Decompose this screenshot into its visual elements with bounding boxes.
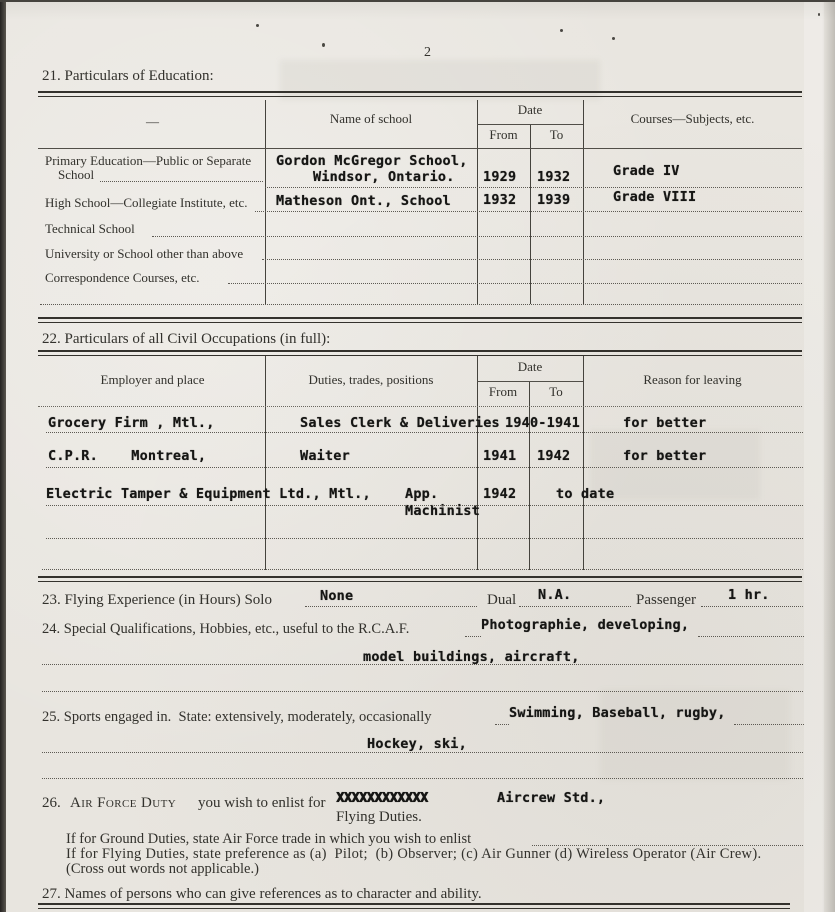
dotted-line <box>46 538 803 539</box>
q24-answer-line2: model buildings, aircraft, <box>363 649 580 665</box>
dotted-line <box>46 505 803 506</box>
dotted-line <box>265 187 802 188</box>
dotted-line <box>42 569 803 570</box>
edu-entry-courses: Grade VIII <box>613 189 697 205</box>
edu-entry-to: 1939 <box>537 192 571 208</box>
bleedthrough-smudge <box>600 690 790 780</box>
edu-entry-from: 1929 <box>483 169 517 185</box>
bottom-rule <box>38 903 790 909</box>
occ-header-reason: Reason for leaving <box>643 372 742 387</box>
occ-header-from: From <box>488 384 518 399</box>
scan-edge-top <box>0 0 835 2</box>
dotted-line <box>465 636 481 637</box>
dotted-line <box>519 606 631 607</box>
edu-header-from: From <box>489 127 518 142</box>
section-23-label: 23. Flying Experience (in Hours) Solo <box>42 592 272 608</box>
edu-row-label: Correspondence Courses, etc. <box>45 270 200 285</box>
q26-struck-out-text: XXXXXXXXXXXX <box>336 790 428 806</box>
scan-edge-left <box>0 0 6 912</box>
edu-header-underline <box>38 148 802 149</box>
edu-row-label: School <box>58 167 95 182</box>
occ-entry-duties: Machinist <box>405 503 480 519</box>
section-26-duty-label: Air Force Duty <box>70 795 177 811</box>
dotted-line <box>42 691 803 692</box>
section-27-title: 27. Names of persons who can give references as to character and ability. <box>42 886 482 902</box>
occ-entry-duties: Sales Clerk & Deliveries <box>300 415 500 431</box>
edu-header-courses: Courses—Subjects, etc. <box>630 111 755 126</box>
edu-entry-school: Gordon McGregor School, <box>276 153 468 169</box>
occ-entry-from: 1941 <box>483 448 517 464</box>
edu-from-to-divider <box>530 125 531 304</box>
occ-from-to-divider <box>529 381 530 570</box>
occ-date-underline <box>477 381 583 382</box>
occ-header-date: Date <box>517 359 543 374</box>
dotted-line <box>305 606 477 607</box>
q26-ground-duties-line: If for Ground Duties, state Air Force trade in which you wish to enlist <box>66 831 472 847</box>
scan-edge-right <box>822 0 835 912</box>
paper-right-margin <box>804 0 824 912</box>
occ-entry-to: 1942 <box>537 448 571 464</box>
edu-entry-from: 1932 <box>483 192 517 208</box>
page-number: 2 <box>424 45 431 60</box>
edu-entry-school: Windsor, Ontario. <box>313 169 455 185</box>
q23-passenger-answer: 1 hr. <box>728 587 770 603</box>
dotted-line <box>46 432 803 433</box>
q25-answer-line2: Hockey, ski, <box>367 736 467 752</box>
dotted-line <box>46 467 803 468</box>
edu-col-divider <box>265 100 266 304</box>
q25-answer-line1: Swimming, Baseball, rugby, <box>509 705 726 721</box>
dotted-line <box>42 778 803 779</box>
edu-entry-to: 1932 <box>537 169 571 185</box>
noise-speck <box>612 37 615 40</box>
q26-typed-answer: Aircrew Std., <box>497 790 606 806</box>
dotted-line <box>262 259 802 260</box>
edu-row-label: High School—Collegiate Institute, etc. <box>45 195 248 210</box>
section-24-label: 24. Special Qualifications, Hobbies, etc., useful to the R.C.A.F. <box>42 621 410 637</box>
occ-entry-employer: C.P.R. Montreal, <box>48 448 207 464</box>
occ-entry-reason: for better <box>623 415 707 431</box>
q23-solo-answer: None <box>320 588 354 604</box>
q23-passenger-label: Passenger <box>636 592 696 608</box>
occ-header-underline <box>38 406 802 407</box>
q24-answer-line1: Photographie, developing, <box>481 617 690 633</box>
q26-crossout-note: (Cross out words not applicable.) <box>66 861 259 877</box>
noise-speck <box>322 43 325 47</box>
occ-table-top-rule <box>38 350 802 356</box>
occ-table-bottom-rule <box>38 576 802 582</box>
edu-row-label: Technical School <box>45 221 135 236</box>
occ-header-duties: Duties, trades, positions <box>308 372 434 387</box>
occ-entry-from: 1942 <box>483 486 517 502</box>
noise-speck <box>560 29 563 32</box>
dotted-line <box>698 636 804 637</box>
bleedthrough-smudge <box>590 430 760 500</box>
edu-col-divider <box>583 100 584 304</box>
edu-entry-courses: Grade IV <box>613 163 680 179</box>
edu-row-label: Primary Education—Public or Separate <box>45 153 252 168</box>
edu-date-underline <box>477 124 583 125</box>
edu-header-to: To <box>549 127 564 142</box>
noise-speck <box>256 24 259 27</box>
dotted-line <box>42 752 803 753</box>
occ-header-employer: Employer and place <box>100 372 205 387</box>
q26-flying-duties-label: Flying Duties. <box>336 809 422 825</box>
edu-row-label: University or School other than above <box>45 246 244 261</box>
noise-speck <box>818 13 820 16</box>
occ-entry-dates: 1940-1941 <box>505 415 580 431</box>
section-22-title: 22. Particulars of all Civil Occupations (in full): <box>42 331 331 347</box>
occ-entry-duties: Waiter <box>300 448 350 464</box>
q23-dual-answer: N.A. <box>538 587 572 603</box>
occ-header-to: To <box>549 384 563 399</box>
dotted-line <box>734 724 804 725</box>
section-26-label-rest: you wish to enlist for <box>198 795 326 811</box>
dotted-line <box>701 606 803 607</box>
section-25-label: 25. Sports engaged in. State: extensively, moderately, occasionally <box>42 709 432 725</box>
occ-entry-employer: Electric Tamper & Equipment Ltd., Mtl., <box>46 486 371 502</box>
dotted-line <box>152 236 802 237</box>
edu-header-school: Name of school <box>329 111 413 126</box>
edu-header-dash: — <box>146 114 159 129</box>
edu-table-bottom-rule <box>38 317 802 323</box>
occ-entry-employer: Grocery Firm , Mtl., <box>48 415 215 431</box>
q26-flying-duties-line: If for Flying Duties, state preference as (a) Pilot; (b) Observer; (c) Air Gunner (d) Wireless Operator (Air Crew). <box>66 846 762 862</box>
dotted-line <box>255 211 802 212</box>
edu-header-date: Date <box>517 102 543 117</box>
occ-entry-duties: App. <box>405 486 439 502</box>
dotted-line <box>228 283 802 284</box>
q23-dual-label: Dual <box>487 592 517 608</box>
section-21-title: 21. Particulars of Education: <box>42 68 214 84</box>
dotted-line <box>100 181 263 182</box>
occ-entry-to: to date <box>556 486 615 502</box>
edu-table-top-rule <box>38 91 802 97</box>
occ-entry-reason: for better <box>623 448 707 464</box>
edu-entry-school: Matheson Ont., School <box>276 193 451 209</box>
section-26-number: 26. <box>42 795 61 811</box>
dotted-line <box>495 724 509 725</box>
dotted-line <box>40 304 802 305</box>
